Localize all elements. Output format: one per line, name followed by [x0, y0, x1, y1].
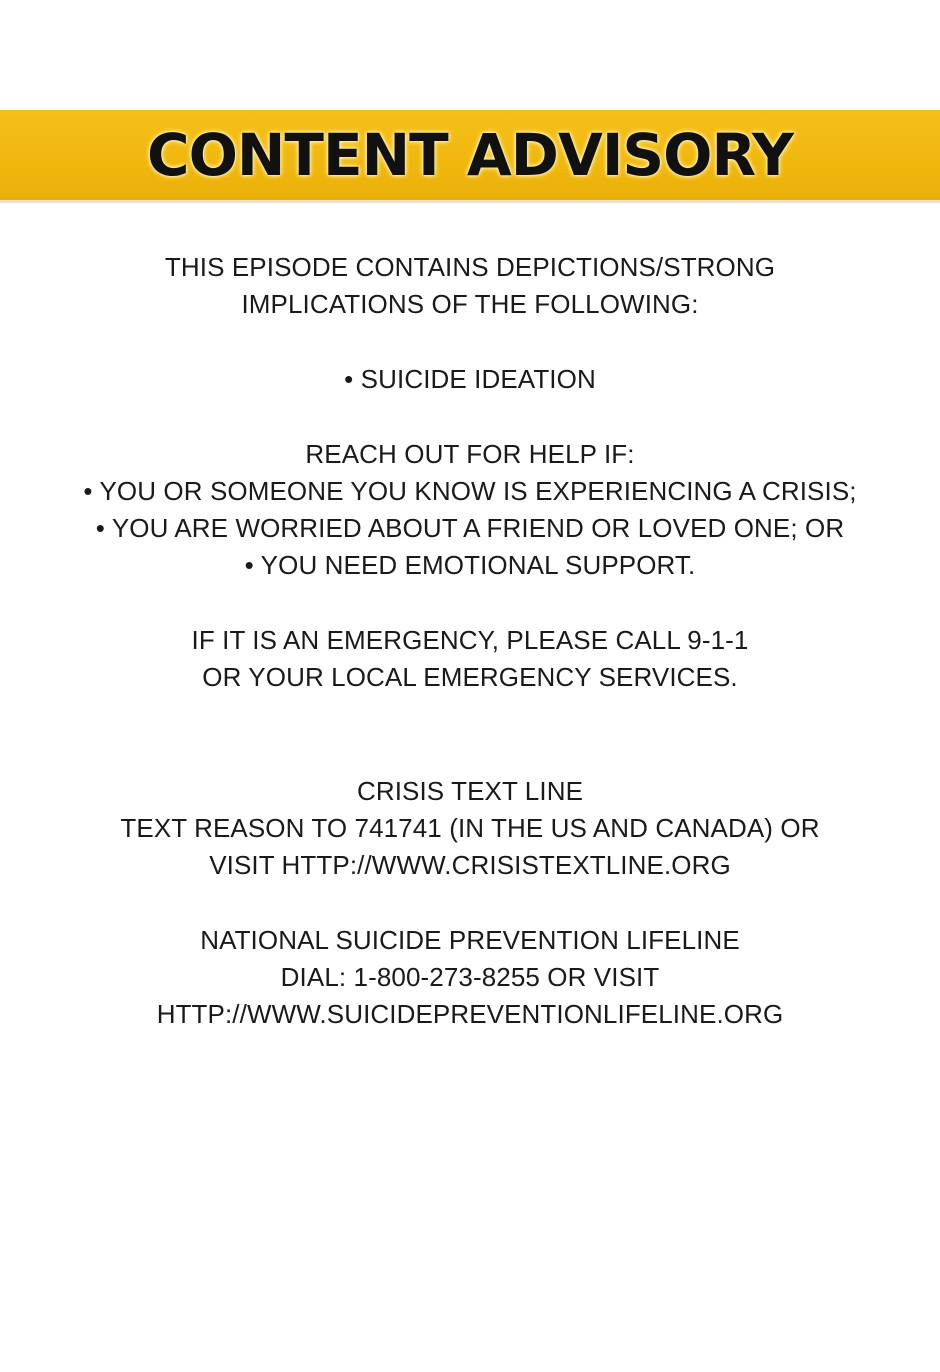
reach-out-heading: REACH OUT FOR HELP IF:	[305, 439, 635, 469]
lifeline-url: HTTP://WWW.SUICIDEPREVENTIONLIFELINE.ORG	[156, 999, 784, 1029]
emergency-line-2: OR YOUR LOCAL EMERGENCY SERVICES.	[202, 662, 738, 692]
reach-out-item-support: • YOU NEED EMOTIONAL SUPPORT.	[244, 550, 696, 580]
topic-list	[0, 361, 940, 398]
emergency-block	[0, 622, 940, 696]
banner-title: CONTENT ADVISORY	[147, 121, 793, 189]
topic-item: • SUICIDE IDEATION	[344, 364, 596, 394]
intro-line-1: THIS EPISODE CONTAINS DEPICTIONS/STRONG	[164, 252, 776, 282]
advisory-banner	[0, 110, 940, 203]
lifeline-name: NATIONAL SUICIDE PREVENTION LIFELINE	[200, 925, 740, 955]
reach-out-item-crisis: • YOU OR SOMEONE YOU KNOW IS EXPERIENCING A CRISIS;	[83, 476, 857, 506]
intro-line-2: IMPLICATIONS OF THE FOLLOWING:	[241, 289, 699, 319]
crisis-text-line-name: CRISIS TEXT LINE	[356, 776, 584, 806]
lifeline-phone: DIAL: 1-800-273-8255 OR VISIT	[280, 962, 660, 992]
intro-block	[0, 249, 940, 323]
crisis-text-line-block	[0, 773, 940, 884]
lifeline-block	[0, 922, 940, 1033]
reach-out-block	[0, 436, 940, 584]
emergency-line-1: IF IT IS AN EMERGENCY, PLEASE CALL 9-1-1	[191, 625, 749, 655]
reach-out-item-worried: • YOU ARE WORRIED ABOUT A FRIEND OR LOVED ONE; OR	[95, 513, 845, 543]
crisis-text-line-url: VISIT HTTP://WWW.CRISISTEXTLINE.ORG	[209, 850, 731, 880]
crisis-text-line-instructions: TEXT REASON TO 741741 (IN THE US AND CANADA) OR	[120, 813, 820, 843]
